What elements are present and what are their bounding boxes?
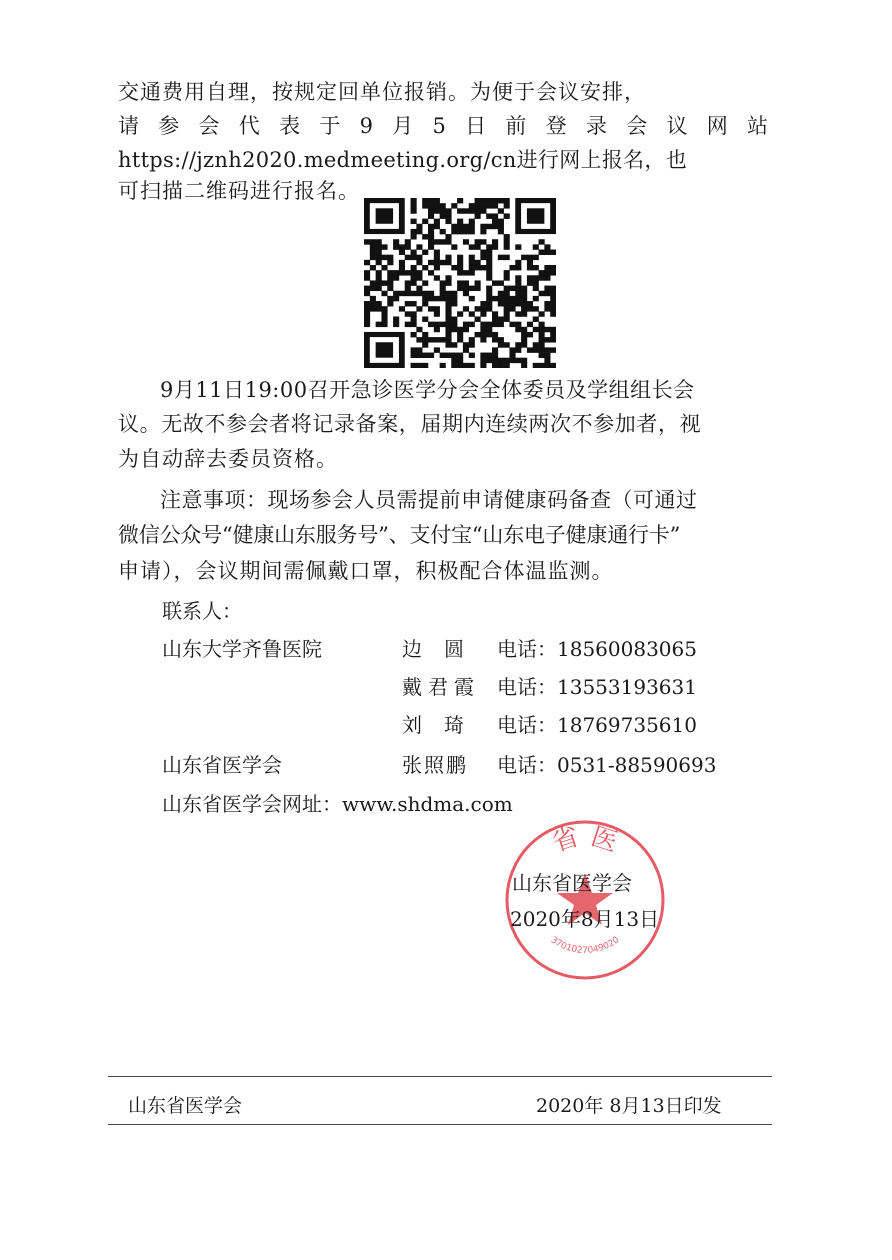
contact-phone: 电话：0531-88590693: [497, 753, 717, 777]
contact-phone: 电话：18769735610: [497, 713, 697, 737]
contacts-heading: 联系人：: [162, 599, 242, 623]
contact-org-shdma: 山东省医学会: [162, 753, 282, 777]
footer-issuer: 山东省医学会: [128, 1095, 243, 1117]
paragraph2-line2: 议。无故不参会者将记录备案，届期内连续两次不参加者，视: [118, 412, 702, 436]
signature-org: 山东省医学会: [512, 871, 632, 895]
paragraph1-line2: 请 参 会 代 表 于 9 月 5 日 前 登 录 会 议 网 站: [118, 114, 768, 138]
contact-phone: 电话：18560083065: [497, 637, 697, 661]
official-seal: [500, 815, 670, 985]
svg-text:省 医: 省 医: [548, 821, 622, 859]
contact-name: 边圆: [402, 637, 486, 661]
paragraph2-line1: 9月11日19:00召开急诊医学分会全体委员及学组组长会: [160, 378, 695, 402]
footer-issue-date: 2020年 8月13日印发: [536, 1095, 722, 1117]
contact-name: 张照鹏: [402, 753, 468, 777]
contact-org-qilu: 山东大学齐鲁医院: [162, 637, 322, 661]
paragraph2-line3: 为自动辞去委员资格。: [118, 447, 338, 471]
website-line[interactable]: 山东省医学会网址：www.shdma.com: [162, 792, 513, 816]
paragraph3-line2: 微信公众号“健康山东服务号”、支付宝“山东电子健康通行卡”: [118, 523, 681, 547]
paragraph3-line3: 申请），会议期间需佩戴口罩，积极配合体温监测。: [118, 559, 614, 583]
contact-name: 戴君霞: [402, 675, 480, 699]
footer-rule-top: [108, 1076, 772, 1077]
contact-phone: 电话：13553193631: [497, 675, 697, 699]
paragraph3-line1: 注意事项：现场参会人员需提前申请健康码备查（可通过: [160, 488, 698, 512]
footer-rule-bottom: [108, 1124, 772, 1125]
paragraph1-line4: 可扫描二维码进行报名。: [118, 179, 360, 203]
paragraph1-line3-url[interactable]: https://jznh2020.medmeeting.org/cn进行网上报名，也: [118, 148, 688, 172]
paragraph1-line1: 交通费用自理，按规定回单位报销。为便于会议安排，: [118, 80, 646, 104]
registration-qr-code[interactable]: [364, 198, 556, 368]
contact-name: 刘琦: [402, 713, 486, 737]
signature-date: 2020年8月13日: [510, 907, 660, 931]
svg-text:3701027049020: 3701027049020: [548, 935, 622, 956]
